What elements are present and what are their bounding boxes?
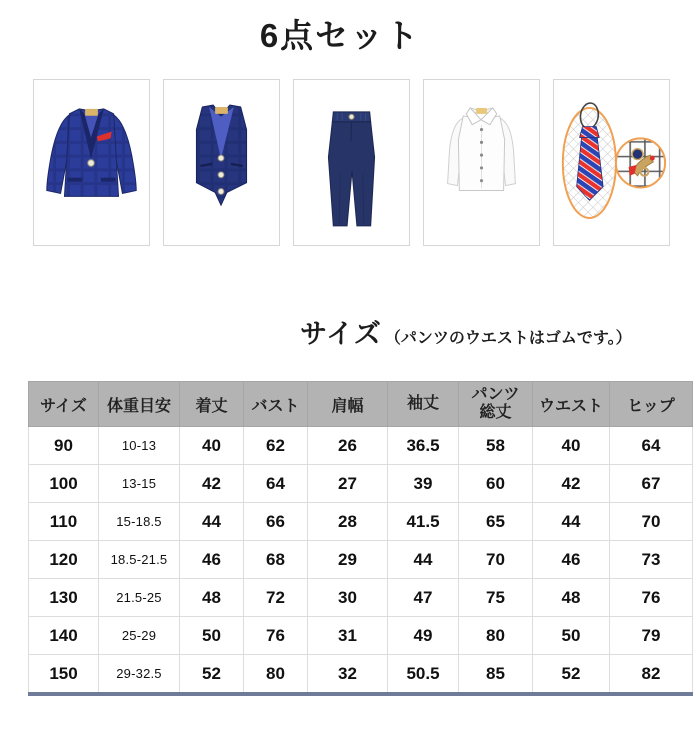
header-weight: 体重目安 (99, 382, 180, 427)
table-cell: 30 (308, 579, 388, 617)
table-cell: 64 (244, 465, 308, 503)
table-cell: 47 (388, 579, 459, 617)
table-cell: 50 (180, 617, 244, 655)
table-cell: 29-32.5 (99, 655, 180, 695)
table-row (29, 579, 693, 617)
table-cell: 130 (29, 579, 99, 617)
pants-image (294, 80, 409, 245)
table-cell: 32 (308, 655, 388, 695)
table-cell: 140 (29, 617, 99, 655)
table-cell: 65 (459, 503, 533, 541)
table-cell: 50.5 (388, 655, 459, 695)
tie-and-brooch-image (554, 80, 669, 245)
header-bust: バスト (244, 382, 308, 427)
table-cell: 48 (180, 579, 244, 617)
table-cell: 46 (180, 541, 244, 579)
table-cell: 21.5-25 (99, 579, 180, 617)
table-cell: 42 (180, 465, 244, 503)
table-cell: 80 (459, 617, 533, 655)
table-cell: 46 (533, 541, 610, 579)
table-cell: 36.5 (388, 427, 459, 465)
table-cell: 26 (308, 427, 388, 465)
product-card-vest (163, 79, 280, 246)
table-row (29, 655, 693, 695)
table-cell: 49 (388, 617, 459, 655)
table-cell: 85 (459, 655, 533, 695)
product-card-blazer (33, 79, 150, 246)
table-cell: 25-29 (99, 617, 180, 655)
table-cell: 150 (29, 655, 99, 695)
table-cell: 75 (459, 579, 533, 617)
table-cell: 76 (610, 579, 693, 617)
size-section-heading-row (300, 312, 700, 351)
table-cell: 44 (388, 541, 459, 579)
product-card-tie-brooch (553, 79, 670, 246)
table-cell: 13-15 (99, 465, 180, 503)
header-length: 着丈 (180, 382, 244, 427)
size-chart-header-row (29, 382, 693, 427)
table-cell: 44 (533, 503, 610, 541)
shirt-image (424, 80, 539, 245)
page-title: 6点セット (259, 17, 421, 54)
blazer-image (34, 80, 149, 245)
table-cell: 62 (244, 427, 308, 465)
table-cell: 40 (180, 427, 244, 465)
size-note: （パンツのウエストはゴムです。） (384, 330, 632, 348)
header-sleeve: 袖丈 (388, 382, 459, 427)
table-cell: 79 (610, 617, 693, 655)
table-cell: 52 (533, 655, 610, 695)
table-cell: 50 (533, 617, 610, 655)
header-hip: ヒップ (610, 382, 693, 427)
header-size: サイズ (29, 382, 99, 427)
table-cell: 18.5-21.5 (99, 541, 180, 579)
table-row (29, 465, 693, 503)
header-shoulder: 肩幅 (308, 382, 388, 427)
table-cell: 41.5 (388, 503, 459, 541)
product-card-pants (293, 79, 410, 246)
table-cell: 15-18.5 (99, 503, 180, 541)
table-cell: 39 (388, 465, 459, 503)
table-cell: 52 (180, 655, 244, 695)
table-cell: 82 (610, 655, 693, 695)
size-heading: サイズ (300, 319, 382, 350)
table-cell: 40 (533, 427, 610, 465)
table-cell: 31 (308, 617, 388, 655)
table-cell: 60 (459, 465, 533, 503)
table-cell: 67 (610, 465, 693, 503)
table-cell: 42 (533, 465, 610, 503)
table-row (29, 427, 693, 465)
table-cell: 44 (180, 503, 244, 541)
table-cell: 80 (244, 655, 308, 695)
table-cell: 70 (459, 541, 533, 579)
product-gallery (33, 79, 700, 246)
table-cell: 73 (610, 541, 693, 579)
table-cell: 76 (244, 617, 308, 655)
product-card-shirt (423, 79, 540, 246)
vest-image (164, 80, 279, 245)
table-cell: 70 (610, 503, 693, 541)
table-cell: 64 (610, 427, 693, 465)
table-cell: 72 (244, 579, 308, 617)
table-cell: 100 (29, 465, 99, 503)
table-cell: 29 (308, 541, 388, 579)
table-cell: 28 (308, 503, 388, 541)
size-chart-table (28, 381, 693, 696)
table-cell: 58 (459, 427, 533, 465)
table-cell: 66 (244, 503, 308, 541)
table-cell: 48 (533, 579, 610, 617)
table-row (29, 541, 693, 579)
table-cell: 10-13 (99, 427, 180, 465)
table-cell: 90 (29, 427, 99, 465)
table-cell: 120 (29, 541, 99, 579)
header-pants-length: パンツ総丈 (459, 382, 533, 427)
table-row (29, 503, 693, 541)
table-row (29, 617, 693, 655)
table-cell: 68 (244, 541, 308, 579)
header-waist: ウエスト (533, 382, 610, 427)
table-cell: 110 (29, 503, 99, 541)
table-cell: 27 (308, 465, 388, 503)
